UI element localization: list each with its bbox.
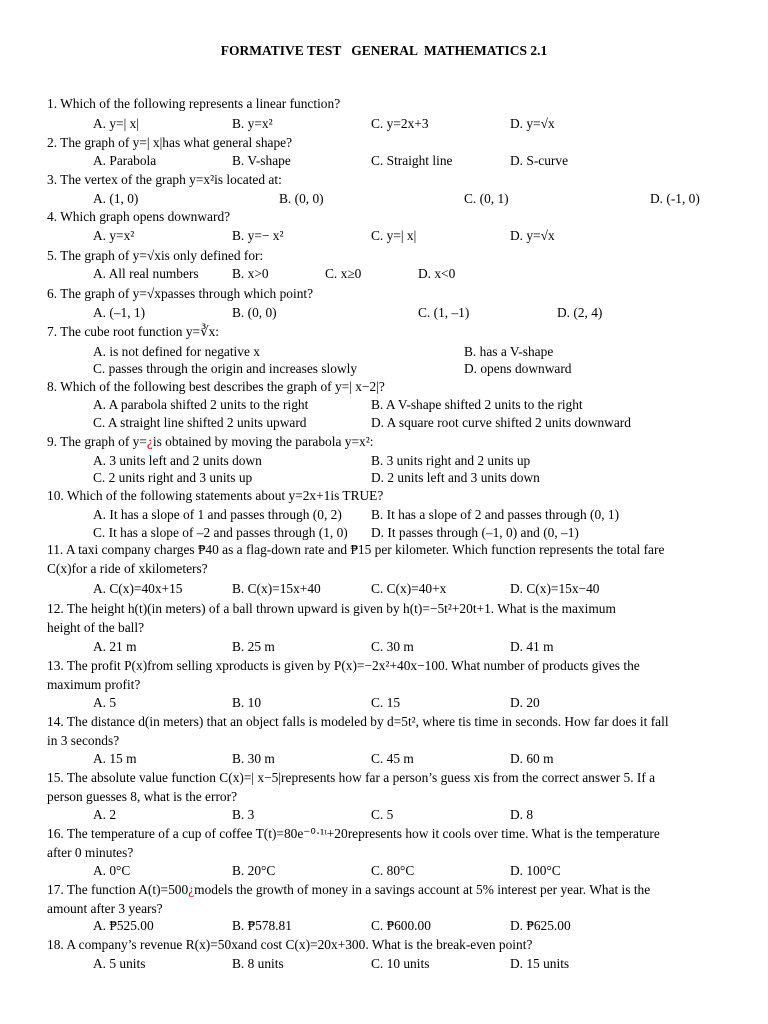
q12-option-b: B. 25 m: [232, 639, 275, 654]
question-9-text-b: is obtained by moving the parabola y=x²:: [152, 434, 374, 449]
q10-option-d: D. It passes through (–1, 0) and (0, –1): [371, 525, 579, 540]
q4-option-a: A. y=x²: [93, 228, 135, 243]
question-12-cont: height of the ball?: [47, 620, 145, 635]
q9-option-b: B. 3 units right and 2 units up: [371, 453, 531, 468]
q8-option-b: B. A V-shape shifted 2 units to the right: [371, 397, 583, 412]
q8-option-a: A. A parabola shifted 2 units to the right: [93, 397, 309, 412]
q16-option-a: A. 0°C: [93, 863, 131, 878]
q14-option-d: D. 60 m: [510, 751, 554, 766]
question-17: [47, 882, 650, 898]
question-13: 13. The profit P(x)from selling xproducts is given by P(x)=−2x²+40x−100. What number of products gives the: [47, 658, 640, 673]
q4-option-c: C. y=| x|: [371, 228, 417, 243]
q4-option-d: D. y=√x: [510, 228, 555, 243]
q18-option-b: B. 8 units: [232, 956, 284, 971]
q6-option-b: B. (0, 0): [232, 305, 277, 320]
question-2: 2. The graph of y=| x|has what general shape?: [47, 135, 293, 150]
q10-option-b: B. It has a slope of 2 and passes through (0, 1): [371, 507, 620, 522]
q14-option-a: A. 15 m: [93, 751, 137, 766]
page-title: FORMATIVE TEST GENERAL MATHEMATICS 2.1: [220, 43, 548, 58]
q13-option-a: A. 5: [93, 695, 117, 710]
question-9-text-a: 9. The graph of y=: [47, 434, 147, 449]
q8-option-c: C. A straight line shifted 2 units upward: [93, 415, 307, 430]
q1-option-a: A. y=| x|: [93, 116, 140, 131]
q15-option-a: A. 2: [93, 807, 117, 822]
q12-option-d: D. 41 m: [510, 639, 554, 654]
q11-option-c: C. C(x)=40+x: [371, 581, 447, 596]
q7-option-c: C. passes through the origin and increases slowly: [93, 361, 358, 376]
question-14-cont: in 3 seconds?: [47, 733, 120, 748]
q6-option-a: A. (–1, 1): [93, 305, 146, 320]
q3-option-a: A. (1, 0): [93, 191, 139, 206]
q18-option-c: C. 10 units: [371, 956, 430, 971]
question-11-cont: C(x)for a ride of xkilometers?: [47, 561, 208, 576]
q13-option-c: C. 15: [371, 695, 401, 710]
question-15: 15. The absolute value function C(x)=| x−5|represents how far a person’s guess xis from the correct answer 5. If a: [47, 770, 656, 785]
q2-option-d: D. S-curve: [510, 153, 569, 168]
q8-option-d: D. A square root curve shifted 2 units downward: [371, 415, 631, 430]
q17-option-b: B. ₱578.81: [232, 918, 292, 933]
q9-option-d: D. 2 units left and 3 units down: [371, 470, 540, 485]
question-9: [47, 434, 373, 450]
question-12: 12. The height h(t)(in meters) of a ball thrown upward is given by h(t)=−5t²+20t+1. What is the maximum: [47, 601, 616, 616]
question-5: 5. The graph of y=√xis only defined for:: [47, 248, 264, 263]
q15-option-b: B. 3: [232, 807, 255, 822]
q7-option-a: A. is not defined for negative x: [93, 344, 260, 359]
question-15-cont: person guesses 8, what is the error?: [47, 789, 238, 804]
question-9-placeholder: ¿: [146, 434, 153, 449]
question-6: 6. The graph of y=√xpasses through which point?: [47, 286, 314, 301]
q3-option-c: C. (0, 1): [464, 191, 509, 206]
question-17-cont: amount after 3 years?: [47, 901, 163, 916]
q5-option-c: C. x≥0: [325, 266, 362, 281]
q16-option-b: B. 20°C: [232, 863, 276, 878]
question-11: 11. A taxi company charges ₱40 as a flag-down rate and ₱15 per kilometer. Which function represents the total fare: [47, 542, 665, 557]
q11-option-a: A. C(x)=40x+15: [93, 581, 183, 596]
q1-option-b: B. y=x²: [232, 116, 273, 131]
q6-option-d: D. (2, 4): [557, 305, 603, 320]
q12-option-a: A. 21 m: [93, 639, 137, 654]
q10-option-c: C. It has a slope of –2 and passes through (1, 0): [93, 525, 348, 540]
q4-option-b: B. y=− x²: [232, 228, 284, 243]
question-1: 1. Which of the following represents a linear function?: [47, 96, 341, 111]
question-18: 18. A company’s revenue R(x)=50xand cost C(x)=20x+300. What is the break-even point?: [47, 937, 533, 952]
q10-option-a: A. It has a slope of 1 and passes through (0, 2): [93, 507, 342, 522]
q7-option-d: D. opens downward: [464, 361, 572, 376]
q9-option-c: C. 2 units right and 3 units up: [93, 470, 253, 485]
q16-option-c: C. 80°C: [371, 863, 415, 878]
q2-option-a: A. Parabola: [93, 153, 157, 168]
q11-option-b: B. C(x)=15x+40: [232, 581, 321, 596]
q2-option-c: C. Straight line: [371, 153, 453, 168]
question-4: 4. Which graph opens downward?: [47, 209, 231, 224]
q5-option-a: A. All real numbers: [93, 266, 199, 281]
q15-option-d: D. 8: [510, 807, 534, 822]
q1-option-d: D. y=√x: [510, 116, 555, 131]
question-17-text-a: 17. The function A(t)=500: [47, 882, 189, 897]
q18-option-d: D. 15 units: [510, 956, 570, 971]
question-16-cont: after 0 minutes?: [47, 845, 134, 860]
q6-option-c: C. (1, –1): [418, 305, 470, 320]
q17-option-a: A. ₱525.00: [93, 918, 154, 933]
q16-option-d: D. 100°C: [510, 863, 561, 878]
q3-option-b: B. (0, 0): [279, 191, 324, 206]
q15-option-c: C. 5: [371, 807, 394, 822]
question-10: 10. Which of the following statements about y=2x+1is TRUE?: [47, 488, 384, 503]
q11-option-d: D. C(x)=15x−40: [510, 581, 600, 596]
question-14: 14. The distance d(in meters) that an object falls is modeled by d=5t², where tis time in seconds. How far does it fall: [47, 714, 669, 729]
question-8: 8. Which of the following best describes the graph of y=| x−2|?: [47, 379, 385, 394]
q5-option-d: D. x<0: [418, 266, 456, 281]
q7-option-b: B. has a V-shape: [464, 344, 554, 359]
question-16: 16. The temperature of a cup of coffee T(t)=80e⁻⁰·¹ᵗ+20represents how it cools over time. What is the temperature: [47, 826, 660, 841]
q13-option-d: D. 20: [510, 695, 540, 710]
q13-option-b: B. 10: [232, 695, 262, 710]
q12-option-c: C. 30 m: [371, 639, 414, 654]
q18-option-a: A. 5 units: [93, 956, 146, 971]
q17-option-d: D. ₱625.00: [510, 918, 571, 933]
q5-option-b: B. x>0: [232, 266, 269, 281]
q3-option-d: D. (-1, 0): [650, 191, 700, 206]
question-17-placeholder: ¿: [188, 882, 195, 897]
q9-option-a: A. 3 units left and 2 units down: [93, 453, 262, 468]
q2-option-b: B. V-shape: [232, 153, 291, 168]
q1-option-c: C. y=2x+3: [371, 116, 429, 131]
q14-option-c: C. 45 m: [371, 751, 414, 766]
question-7: 7. The cube root function y=∛x:: [47, 324, 220, 339]
q17-option-c: C. ₱600.00: [371, 918, 431, 933]
question-13-cont: maximum profit?: [47, 677, 141, 692]
q14-option-b: B. 30 m: [232, 751, 275, 766]
question-17-text-b: models the growth of money in a savings account at 5% interest per year. What is the: [194, 882, 651, 897]
question-3: 3. The vertex of the graph y=x²is located at:: [47, 172, 282, 187]
